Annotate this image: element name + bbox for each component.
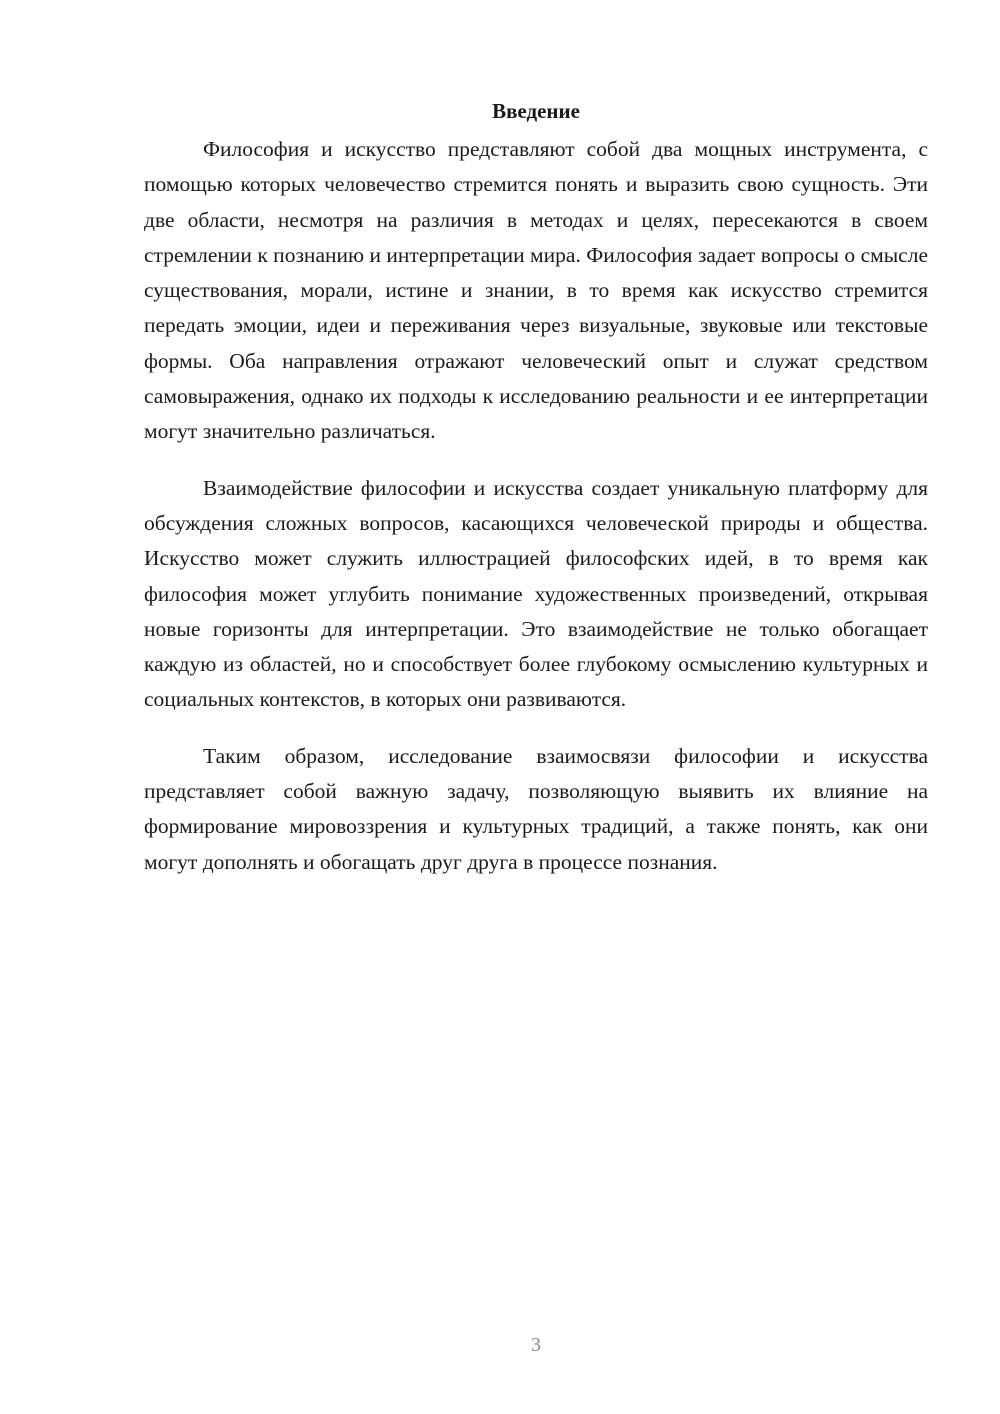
paragraph-2: Взаимодействие философии и искусства создает уникальную платформу для обсуждения сложных вопросов, касающихся человеческой природы и общества. Искусство может служить иллюстрацией философских идей, в то время как философия может углубить понимание художественных произведений, открывая новые горизонты для интерпретации. Это взаимодействие не только обогащает каждую из областей, но и способствует более глубокому осмыслению культурных и социальных контекстов, в которых они развиваются. xyxy=(144,475,928,712)
page-number: 3 xyxy=(531,1334,541,1356)
section-heading: Введение xyxy=(492,99,580,123)
paragraph-3: Таким образом, исследование взаимосвязи философии и искусства представляет собой важную задачу, позволяющую выявить их влияние на формирование мировоззрения и культурных традиций, а также понять, как они могут дополнять и обогащать друг друга в процессе познания. xyxy=(144,743,928,874)
page-content xyxy=(144,97,928,901)
paragraph-1: Философия и искусство представляют собой два мощных инструмента, с помощью которых человечество стремится понять и выразить свою сущность. Эти две области, несмотря на различия в методах и целях, пересекаются в своем стремлении к познанию и интерпретации мира. Философия задает вопросы о смысле существования, морали, истине и знании, в то время как искусство стремится передать эмоции, идеи и переживания через визуальные, звуковые или текстовые формы. Оба направления отражают человеческий опыт и служат средством самовыражения, однако их подходы к исследованию реальности и ее интерпретации могут значительно различаться. xyxy=(144,137,928,444)
